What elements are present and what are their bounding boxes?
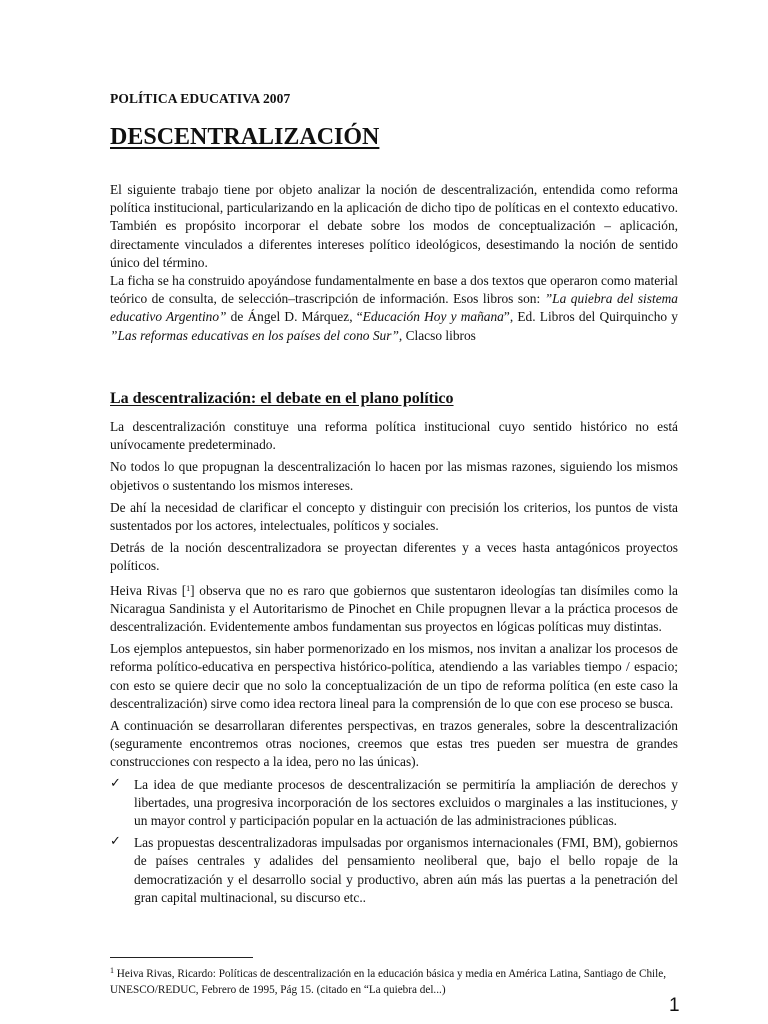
checkmark-icon: ✓	[110, 834, 121, 850]
checkmark-icon: ✓	[110, 775, 121, 791]
book-title-2: Educación Hoy y mañana	[362, 309, 504, 325]
list-item: ✓ La idea de que mediante procesos de descentralización se permitiría la ampliación de derechos y libertades, una progresiva incorporación de los sectores excluidos o marginales a las instituciones, y un mayor control y participación popular en la actuación de las administraciones públicas.	[110, 775, 678, 829]
paragraph: A continuación se desarrollaran diferentes perspectivas, en trazos generales, sobre la descentralización (seguramente encontremos otras nociones, creemos que estas tres pueden ser muestra de grandes construcciones con respecto a la idea, pero no las únicas).	[110, 718, 678, 770]
book-title-3: ”Las reformas educativas en los países del cono Sur”	[110, 327, 399, 343]
footnote-reference[interactable]: 1	[186, 583, 191, 593]
book-title-1: ”La quiebra del sistema educativo Argentino”	[110, 291, 679, 325]
list-item: ✓ Las propuestas descentralizadoras impulsadas por organismos internacionales (FMI, BM), gobiernos de países centrales y adalides del pensamiento neoliberal que, bajo el bello ropaje de la democratización y el desarrollo social y productivo, abren aún más las puertas a la penetración del gran capital multinacional, su discurso etc..	[110, 834, 678, 905]
footnote: $^1$ Heiva Rivas, Ricardo: Políticas de descentralización en la educación básica y media en América Latina, Santiago de Chile, UNESCO/REDUC, Febrero de 1995, Pág 15. (citado en “La quiebra del...)	[110, 966, 667, 996]
intro-paragraph-1: El siguiente trabajo tiene por objeto analizar la noción de descentralización, entendida como reforma política institucional, particularizando en la aplicación de dicho tipo de políticas en el contexto educativo. También es propósito incorporar el debate sobre los modos de conceptualización – aplicación, directamente vinculados a diferentes intereses político ideológicos, desestimando la noción de sentido único del término.	[110, 182, 678, 270]
page-number: 1	[669, 995, 680, 1016]
course-heading: POLÍTICA EDUCATIVA 2007	[110, 91, 291, 106]
paragraph: Los ejemplos antepuestos, sin haber pormenorizado en los mismos, nos invitan a analizar los procesos de reforma político-educativa en perspectiva histórico-política, atendiendo a las variables tiempo / espacio; con esto se quiere decir que no solo la conceptualización de un tipo de reforma política (en este caso la descentralización) sirve como idea rectora lineal para la comprensión de lo que con ese proceso se busca.	[110, 641, 678, 711]
paragraph: Detrás de la noción descentralizadora se proyectan diferentes y a veces hasta antagónicos proyectos políticos.	[110, 540, 678, 574]
footnote-divider	[110, 957, 253, 958]
paragraph: De ahí la necesidad de clarificar el concepto y distinguir con precisión los criterios, los puntos de vista sustentados por los actores, intelectuales, políticos y sociales.	[110, 499, 678, 534]
paragraph: La descentralización constituye una reforma política institucional cuyo sentido histórico no está unívocamente predeterminado.	[110, 419, 678, 453]
section-heading: La descentralización: el debate en el plano político	[110, 390, 454, 407]
intro-paragraph-2: La ficha se ha construido apoyándose fundamentalmente en base a dos textos que operaron como material teórico de consulta, de selección–trascripción de información. Esos libros son: ”La quiebra del sistema educativo Argentino” de Ángel D. Márquez, “Educación Hoy y mañana”, Ed. Libros del Quirquincho y ”Las reformas educativas en los países del cono Sur”, Clacso libros	[110, 273, 679, 343]
document-title: DESCENTRALIZACIÓN	[110, 124, 380, 150]
paragraph: Heiva Rivas [$^1$] observa que no es raro que gobiernos que sustentaron ideologías tan disímiles como la Nicaragua Sandinista y el Autoritarismo de Pinochet en Chile propugnen llevar a la práctica procesos de descentralización. Evidentemente ambos fundamentan sus proyectos en lógicas políticas muy distintas.	[110, 582, 678, 635]
section-body	[110, 418, 678, 911]
paragraph: No todos lo que propugnan la descentralización lo hacen por las mismas razones, siguiendo los mismos objetivos o sustentando los mismos intereses.	[110, 459, 678, 493]
footnote-marker: 1	[110, 966, 114, 975]
checklist	[110, 776, 678, 907]
